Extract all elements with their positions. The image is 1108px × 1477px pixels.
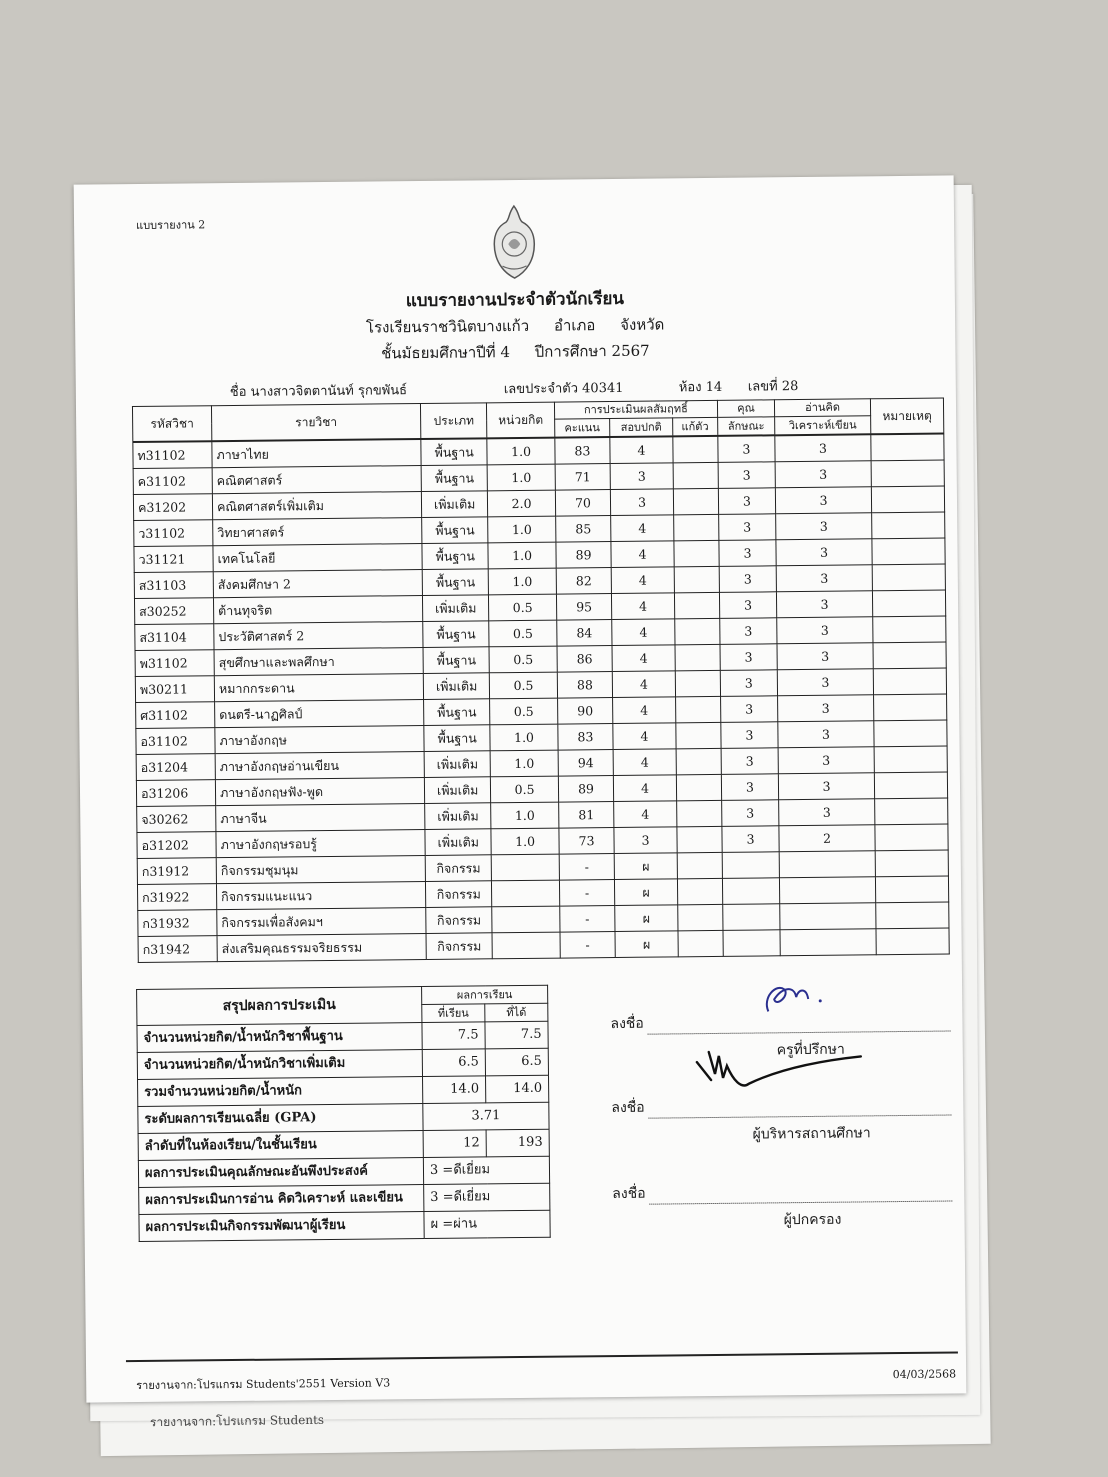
retest-cell — [676, 774, 721, 800]
credit-cell: 1.0 — [487, 464, 555, 491]
subject-cell: เทคโนโลยี — [213, 544, 422, 572]
type-cell: กิจกรรม — [426, 907, 493, 934]
remark-cell — [874, 694, 947, 721]
header-score: คะแนน — [554, 419, 610, 438]
score-cell: 73 — [559, 828, 615, 855]
credit-cell: 0.5 — [490, 672, 558, 699]
character-cell: 3 — [721, 748, 778, 775]
reading-cell — [780, 929, 876, 956]
reading-cell — [779, 851, 875, 878]
remark-cell — [871, 460, 944, 487]
grade-cell: ผ — [615, 931, 678, 958]
remark-cell — [873, 616, 946, 643]
grade-cell: 4 — [613, 671, 676, 698]
subject-cell: ภาษาอังกฤษรอบรู้ — [216, 829, 425, 857]
remark-cell — [874, 720, 947, 747]
code-cell: ก31942 — [138, 936, 217, 963]
character-cell: 3 — [718, 462, 775, 489]
subject-cell: สุขศึกษาและพลศึกษา — [214, 648, 423, 676]
grade-cell: 3 — [610, 463, 673, 490]
summary-row-gpa — [138, 1102, 549, 1133]
retest-cell — [677, 852, 722, 878]
retest-cell — [675, 618, 720, 644]
grade-cell: 4 — [612, 593, 675, 620]
summary-label: ผลการประเมินการอ่าน คิดวิเคราะห์ และเขียน — [139, 1185, 424, 1215]
parent-signature-block — [612, 1179, 953, 1233]
subject-cell: กิจกรรมแนะแนว — [216, 881, 425, 909]
grade-cell: 4 — [613, 697, 676, 724]
character-cell: 3 — [720, 670, 777, 697]
header-remark: หมายเหตุ — [870, 398, 943, 434]
subject-cell: ดนตรี-นาฏศิลป์ — [215, 700, 424, 728]
type-cell: เพิ่มเติม — [424, 777, 491, 804]
header-subject: รายวิชา — [211, 404, 420, 442]
parent-role: ผู้ปกครอง — [783, 1211, 842, 1229]
credit-cell: 0.5 — [489, 620, 557, 647]
subject-cell: ต้านทุจริต — [213, 596, 422, 624]
header-reading-2: วิเคราะห์เขียน — [775, 416, 871, 435]
score-cell: 95 — [556, 594, 612, 621]
student-number: เลขที่ 28 — [747, 379, 799, 395]
summary-row-activity — [139, 1210, 550, 1241]
score-cell: 89 — [556, 542, 612, 569]
remark-cell — [873, 668, 946, 695]
summary-label: รวมจำนวนหน่วยกิต/น้ำหนัก — [138, 1077, 423, 1107]
rank-grade-value: 193 — [486, 1129, 549, 1157]
type-cell: กิจกรรม — [425, 855, 492, 882]
score-cell: 85 — [555, 516, 611, 543]
character-cell: 3 — [719, 592, 776, 619]
stack-footer-text: รายงานจาก:โปรแกรม Students — [149, 1412, 325, 1430]
grade-cell: 4 — [613, 723, 676, 750]
credit-cell: 0.5 — [489, 646, 557, 673]
reading-cell: 3 — [778, 721, 874, 748]
score-cell: - — [559, 854, 615, 881]
reading-cell: 3 — [777, 643, 873, 670]
code-cell: อ31206 — [136, 780, 215, 807]
credit-cell: 0.5 — [489, 594, 557, 621]
code-cell: จ30262 — [137, 806, 216, 833]
summary-row-total — [138, 1075, 549, 1106]
director-signature-mark — [689, 1042, 870, 1100]
character-cell — [723, 930, 780, 957]
course-rows — [133, 434, 949, 963]
header-code: รหัสวิชา — [132, 406, 211, 442]
code-cell: ก31912 — [137, 858, 216, 885]
character-cell: 3 — [720, 644, 777, 671]
type-cell: กิจกรรม — [425, 881, 492, 908]
code-cell: ว31102 — [134, 520, 213, 547]
reading-cell: 3 — [775, 461, 871, 488]
summary-label: ลำดับที่ในห้องเรียน/ในชั้นเรียน — [138, 1131, 423, 1161]
score-cell: 89 — [558, 776, 614, 803]
type-cell: พื้นฐาน — [421, 465, 488, 492]
code-cell: พ31102 — [135, 650, 214, 677]
score-cell: 94 — [558, 750, 614, 777]
code-cell: ค31202 — [133, 494, 212, 521]
student-room: ห้อง 14 — [678, 379, 723, 396]
summary-row-rank — [138, 1129, 549, 1160]
reading-cell: 3 — [776, 591, 872, 618]
subject-cell: ภาษาไทย — [212, 439, 421, 468]
header-credit: หน่วยกิต — [487, 402, 555, 438]
summary-value: 3 =ดีเยี่ยม — [423, 1156, 549, 1184]
grade-cell: 4 — [611, 541, 674, 568]
summary-label: ผลการประเมินคุณลักษณะอันพึงประสงค์ — [138, 1158, 423, 1188]
form-number: แบบรายงาน 2 — [136, 218, 206, 232]
summary-label: จำนวนหน่วยกิต/น้ำหนักวิชาพื้นฐาน — [137, 1023, 422, 1053]
code-cell: ส31103 — [134, 572, 213, 599]
character-cell — [722, 852, 779, 879]
character-cell: 3 — [719, 514, 776, 541]
retest-cell — [678, 904, 723, 930]
remark-cell — [875, 824, 948, 851]
header-reading-1: อ่านคิด — [774, 399, 870, 417]
character-cell: 3 — [719, 540, 776, 567]
score-cell: 82 — [556, 568, 612, 595]
grade-cell: 3 — [611, 489, 674, 516]
score-cell: 88 — [557, 672, 613, 699]
header-assessment: การประเมินผลสัมฤทธิ์ — [554, 400, 717, 419]
summary-row-basic — [137, 1021, 548, 1052]
subject-cell: คณิตศาสตร์เพิ่มเติม — [212, 492, 421, 520]
retest-cell — [674, 540, 719, 566]
grade-cell: 4 — [613, 749, 676, 776]
code-cell: พ30211 — [135, 676, 214, 703]
student-id: เลขประจำตัว 40341 — [503, 380, 624, 398]
header-character-1: คุณ — [717, 400, 774, 418]
score-cell: 71 — [555, 464, 611, 491]
retest-cell — [676, 800, 721, 826]
retest-cell — [673, 488, 718, 514]
credit-cell: 1.0 — [488, 516, 556, 543]
character-cell: 3 — [720, 618, 777, 645]
remark-cell — [872, 512, 945, 539]
type-cell: กิจกรรม — [426, 933, 493, 960]
summary-row-reading — [139, 1183, 550, 1214]
remark-cell — [876, 928, 949, 955]
code-cell: ส31104 — [135, 624, 214, 651]
reading-cell: 3 — [776, 539, 872, 566]
retest-cell — [675, 696, 720, 722]
summary-value: 3 =ดีเยี่ยม — [424, 1183, 550, 1211]
credit-cell — [492, 880, 560, 907]
summary-value: 7.5 — [422, 1022, 485, 1050]
summary-value: 7.5 — [485, 1021, 548, 1049]
reading-cell: 3 — [777, 617, 873, 644]
subject-cell: ภาษาอังกฤษ — [215, 726, 424, 754]
type-cell: เพิ่มเติม — [423, 673, 490, 700]
summary-value: ผ =ผ่าน — [424, 1210, 550, 1238]
character-cell: 3 — [722, 826, 779, 853]
amphoe-label: อำเภอ — [553, 316, 596, 335]
rank-room-value: 12 — [423, 1130, 486, 1158]
reading-cell: 3 — [778, 773, 874, 800]
header-grade: สอบปกติ — [610, 418, 673, 437]
code-cell: ค31102 — [133, 468, 212, 495]
director-signature-block — [611, 1094, 952, 1148]
type-cell: เพิ่มเติม — [421, 491, 488, 518]
type-cell: เพิ่มเติม — [424, 751, 491, 778]
type-cell: เพิ่มเติม — [425, 803, 492, 830]
code-cell: ก31932 — [138, 910, 217, 937]
grade-cell: ผ — [615, 879, 678, 906]
subject-cell: ภาษาอังกฤษฟัง-พูด — [215, 778, 424, 806]
summary-table — [136, 985, 551, 1242]
subject-cell: ส่งเสริมคุณธรรมจริยธรรม — [217, 933, 426, 961]
type-cell: พื้นฐาน — [423, 647, 490, 674]
remark-cell — [875, 850, 948, 877]
credit-cell: 1.0 — [489, 568, 557, 595]
advisor-role: ครูที่ปรึกษา — [776, 1041, 845, 1059]
remark-cell — [872, 564, 945, 591]
summary-label: ผลการประเมินกิจกรรมพัฒนาผู้เรียน — [139, 1212, 424, 1242]
type-cell: พื้นฐาน — [421, 438, 488, 465]
score-cell: - — [560, 932, 616, 959]
remark-cell — [874, 772, 947, 799]
retest-cell — [673, 514, 718, 540]
changwat-label: จังหวัด — [620, 315, 665, 334]
summary-value: 14.0 — [486, 1075, 549, 1103]
credit-cell — [492, 906, 560, 933]
header-character-2: ลักษณะ — [717, 417, 774, 436]
director-role: ผู้บริหารสถานศึกษา — [752, 1125, 871, 1143]
school-name: โรงเรียนราชวินิตบางแก้ว — [365, 316, 530, 337]
signature-line — [649, 1101, 952, 1119]
grade-cell: 3 — [614, 827, 677, 854]
score-cell: 83 — [555, 437, 611, 464]
sign-label: ลงชื่อ — [611, 1099, 645, 1117]
character-cell: 3 — [720, 696, 777, 723]
remark-cell — [875, 798, 948, 825]
report-title: แบบรายงานประจำตัวนักเรียน — [405, 288, 625, 312]
credit-cell: 0.5 — [491, 776, 559, 803]
code-cell: อ31202 — [137, 832, 216, 859]
grade-cell: 4 — [612, 619, 675, 646]
retest-cell — [678, 930, 723, 956]
code-cell: ก31922 — [137, 884, 216, 911]
score-cell: 81 — [558, 802, 614, 829]
type-cell: พื้นฐาน — [424, 725, 491, 752]
grade-cell: ผ — [614, 853, 677, 880]
reading-cell — [779, 877, 875, 904]
grade-cell: 4 — [611, 567, 674, 594]
code-cell: ส30252 — [134, 598, 213, 625]
code-cell: ท31102 — [133, 441, 212, 468]
character-cell: 3 — [721, 722, 778, 749]
score-cell: 70 — [555, 490, 611, 517]
sign-label: ลงชื่อ — [612, 1185, 646, 1203]
grade-cell: 4 — [610, 436, 673, 463]
summary-row-character — [138, 1156, 549, 1187]
footer-divider — [126, 1351, 958, 1362]
score-cell: 83 — [558, 724, 614, 751]
summary-value: 6.5 — [485, 1048, 548, 1076]
reading-cell: 2 — [779, 825, 875, 852]
score-cell: - — [559, 906, 615, 933]
footer-date: 04/03/2568 — [892, 1367, 957, 1382]
school-emblem-icon — [486, 204, 543, 281]
character-cell — [722, 878, 779, 905]
credit-cell — [492, 932, 560, 959]
retest-cell — [674, 566, 719, 592]
summary-value: 14.0 — [423, 1076, 486, 1104]
subject-cell: ภาษาอังกฤษอ่านเขียน — [215, 752, 424, 780]
reading-cell: 3 — [778, 747, 874, 774]
retest-cell — [673, 462, 718, 488]
reading-cell: 3 — [775, 434, 871, 462]
remark-cell — [876, 902, 949, 929]
score-cell: 90 — [557, 698, 613, 725]
subject-cell: ประวัติศาสตร์ 2 — [214, 622, 423, 650]
type-cell: พื้นฐาน — [423, 621, 490, 648]
remark-cell — [875, 876, 948, 903]
type-cell: เพิ่มเติม — [425, 829, 492, 856]
retest-cell — [676, 722, 721, 748]
signature-line — [650, 1186, 953, 1204]
type-cell: พื้นฐาน — [424, 699, 491, 726]
subject-cell: ภาษาจีน — [216, 803, 425, 831]
character-cell: 3 — [719, 566, 776, 593]
grade-level: ชั้นมัธยมศึกษาปีที่ 4 — [381, 343, 511, 363]
type-cell: พื้นฐาน — [422, 543, 489, 570]
subject-cell: หมากกระดาน — [214, 674, 423, 702]
header-retest: แก้ตัว — [672, 418, 717, 436]
retest-cell — [674, 592, 719, 618]
remark-cell — [872, 590, 945, 617]
subject-cell: สังคมศึกษา 2 — [213, 570, 422, 598]
summary-label: จำนวนหน่วยกิต/น้ำหนักวิชาเพิ่มเติม — [137, 1050, 422, 1080]
summary-title: สรุปผลการประเมิน — [137, 987, 422, 1026]
remark-cell — [871, 434, 944, 461]
code-cell: ว31121 — [134, 546, 213, 573]
character-cell: 3 — [721, 774, 778, 801]
report-sheet — [74, 175, 967, 1402]
retest-cell — [675, 670, 720, 696]
summary-result-header: ผลการเรียน — [422, 985, 548, 1004]
retest-cell — [677, 826, 722, 852]
character-cell: 3 — [718, 488, 775, 515]
header-type: ประเภท — [420, 403, 487, 439]
gpa-value: 3.71 — [423, 1102, 549, 1130]
sign-label: ลงชื่อ — [610, 1015, 644, 1033]
credit-cell: 1.0 — [487, 438, 555, 465]
reading-cell — [780, 903, 876, 930]
subject-cell: กิจกรรมเพื่อสังคมฯ — [217, 907, 426, 935]
grade-cell: 4 — [614, 775, 677, 802]
type-cell: พื้นฐาน — [422, 517, 489, 544]
advisor-signature-mark — [754, 977, 834, 1022]
reading-cell: 3 — [775, 487, 871, 514]
subject-cell: กิจกรรมชุมนุม — [216, 855, 425, 883]
grade-cell: 4 — [611, 515, 674, 542]
credit-cell — [492, 854, 560, 881]
grades-table — [132, 398, 950, 963]
credit-cell: 1.0 — [490, 724, 558, 751]
reading-cell: 3 — [776, 513, 872, 540]
summary-value: 6.5 — [422, 1049, 485, 1077]
summary-earned-header: ที่ได้ — [485, 1003, 548, 1022]
grade-cell: 4 — [614, 801, 677, 828]
summary-registered-header: ที่เรียน — [422, 1004, 485, 1023]
remark-cell — [874, 746, 947, 773]
summary-row-extra — [137, 1048, 548, 1079]
footer-program: รายงานจาก:โปรแกรม Students'2551 Version V3 — [136, 1376, 391, 1393]
credit-cell: 1.0 — [491, 802, 559, 829]
summary-label: ระดับผลการเรียนเฉลี่ย (GPA) — [138, 1104, 423, 1134]
reading-cell: 3 — [777, 669, 873, 696]
reading-cell: 3 — [779, 799, 875, 826]
subject-cell: วิทยาศาสตร์ — [213, 518, 422, 546]
code-cell: อ31102 — [136, 728, 215, 755]
credit-cell: 0.5 — [490, 698, 558, 725]
reading-cell: 3 — [778, 695, 874, 722]
remark-cell — [873, 642, 946, 669]
subject-cell: คณิตศาสตร์ — [212, 466, 421, 494]
score-cell: - — [559, 880, 615, 907]
code-cell: อ31204 — [136, 754, 215, 781]
grade-cell: 4 — [612, 645, 675, 672]
remark-cell — [871, 486, 944, 513]
type-cell: พื้นฐาน — [422, 569, 489, 596]
reading-cell: 3 — [776, 565, 872, 592]
grade-cell: ผ — [615, 905, 678, 932]
academic-year: ปีการศึกษา 2567 — [534, 341, 650, 361]
character-cell: 3 — [722, 800, 779, 827]
type-cell: เพิ่มเติม — [422, 595, 489, 622]
credit-cell: 1.0 — [491, 828, 559, 855]
retest-cell — [677, 878, 722, 904]
remark-cell — [872, 538, 945, 565]
retest-cell — [676, 748, 721, 774]
score-cell: 86 — [557, 646, 613, 673]
character-cell — [723, 904, 780, 931]
retest-cell — [673, 436, 718, 463]
student-name: ชื่อ นางสาวจิตตานันท์ รุกขพันธ์ — [229, 383, 408, 401]
character-cell: 3 — [718, 435, 775, 462]
retest-cell — [675, 644, 720, 670]
credit-cell: 1.0 — [488, 542, 556, 569]
code-cell: ศ31102 — [136, 702, 215, 729]
score-cell: 84 — [556, 620, 612, 647]
credit-cell: 2.0 — [488, 490, 556, 517]
credit-cell: 1.0 — [490, 750, 558, 777]
